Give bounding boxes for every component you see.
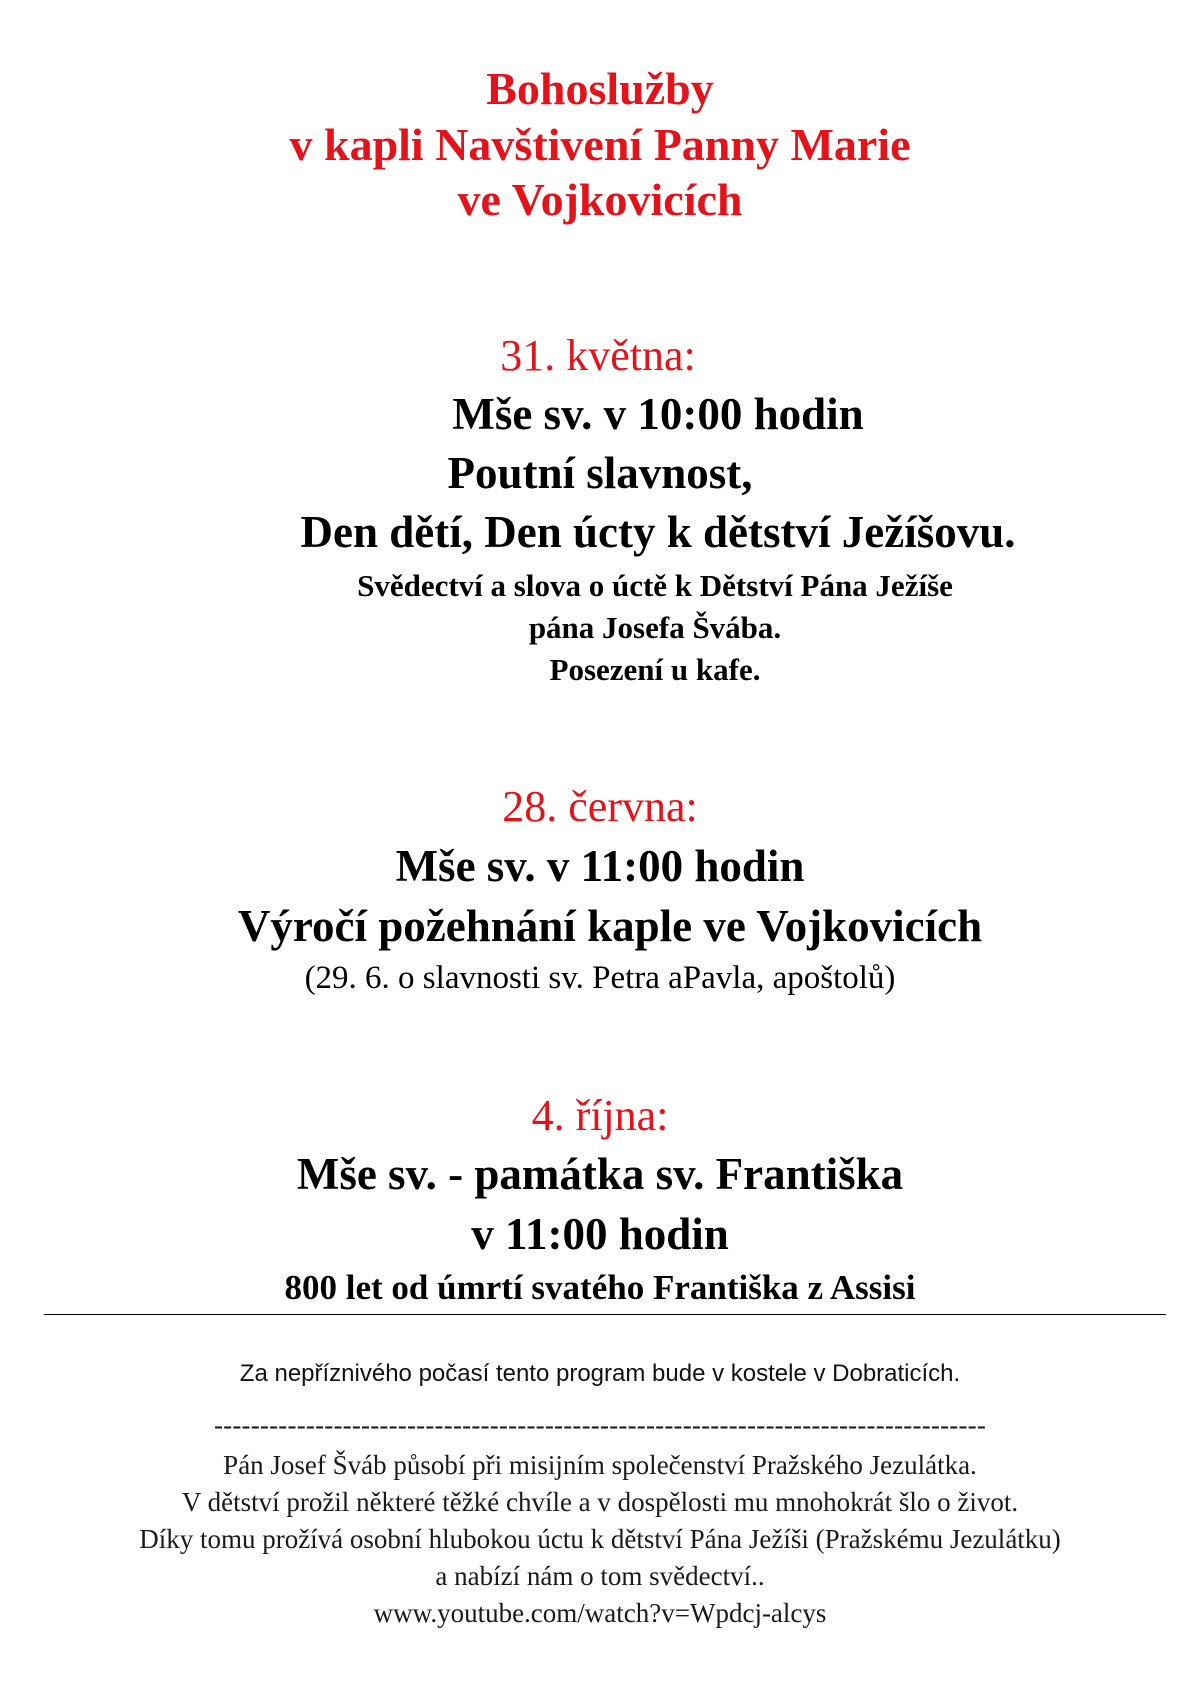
event-1-line-1: Mše sv. v 10:00 hodin <box>452 389 864 439</box>
footer-line-1: Pán Josef Šváb působí při misijním společenství Pražského Jezulátka. <box>223 1450 977 1480</box>
footer-url: www.youtube.com/watch?v=Wpdcj-alcys <box>373 1598 827 1628</box>
horizontal-divider <box>44 1314 1166 1315</box>
title-line-1: Bohoslužby <box>486 63 714 114</box>
event-1-detail-1: Svědectví a slova o úctě k Dětství Pána Ježíše <box>357 568 953 603</box>
event-2-line-2: Výročí požehnání kaple ve Vojkovicích <box>237 901 983 951</box>
dash-separator: ------------------------------------------------------------------------------------ <box>213 1410 987 1440</box>
event-1-line-3: Den dětí, Den úcty k dětství Ježíšovu. <box>300 507 1016 557</box>
event-3-line-2: v 11:00 hodin <box>471 1209 729 1259</box>
event-2-date: 28. června: <box>502 782 698 831</box>
event-1-detail-2: pána Josefa Švába. <box>528 610 782 645</box>
event-1-line-2: Poutní slavnost, <box>447 448 753 498</box>
weather-note: Za nepříznivého počasí tento program bude v kostele v Dobraticích. <box>239 1360 961 1387</box>
title-line-3: ve Vojkovicích <box>457 174 743 225</box>
footer-line-2: V dětství prožil některé těžké chvíle a v dospělosti mu mnohokrát šlo o život. <box>181 1487 1019 1517</box>
footer-line-3: Díky tomu prožívá osobní hlubokou úctu k dětství Pána Ježíši (Pražskému Jezulátku) <box>139 1524 1061 1554</box>
event-2-line-1: Mše sv. v 11:00 hodin <box>395 841 805 891</box>
event-3-line-1: Mše sv. - památka sv. Františka <box>296 1149 904 1199</box>
footer-line-4: a nabízí nám o tom svědectví.. <box>435 1561 765 1591</box>
event-3-detail-1: 800 let od úmrtí svatého Františka z Assisi <box>284 1268 916 1307</box>
event-3-date: 4. října: <box>531 1091 669 1140</box>
event-1-detail-3: Posezení u kafe. <box>549 652 761 687</box>
event-2-note: (29. 6. o slavnosti sv. Petra aPavla, apoštolů) <box>304 960 896 996</box>
event-1-date: 31. května: <box>500 331 696 380</box>
title-line-2: v kapli Navštivení Panny Marie <box>289 119 911 170</box>
